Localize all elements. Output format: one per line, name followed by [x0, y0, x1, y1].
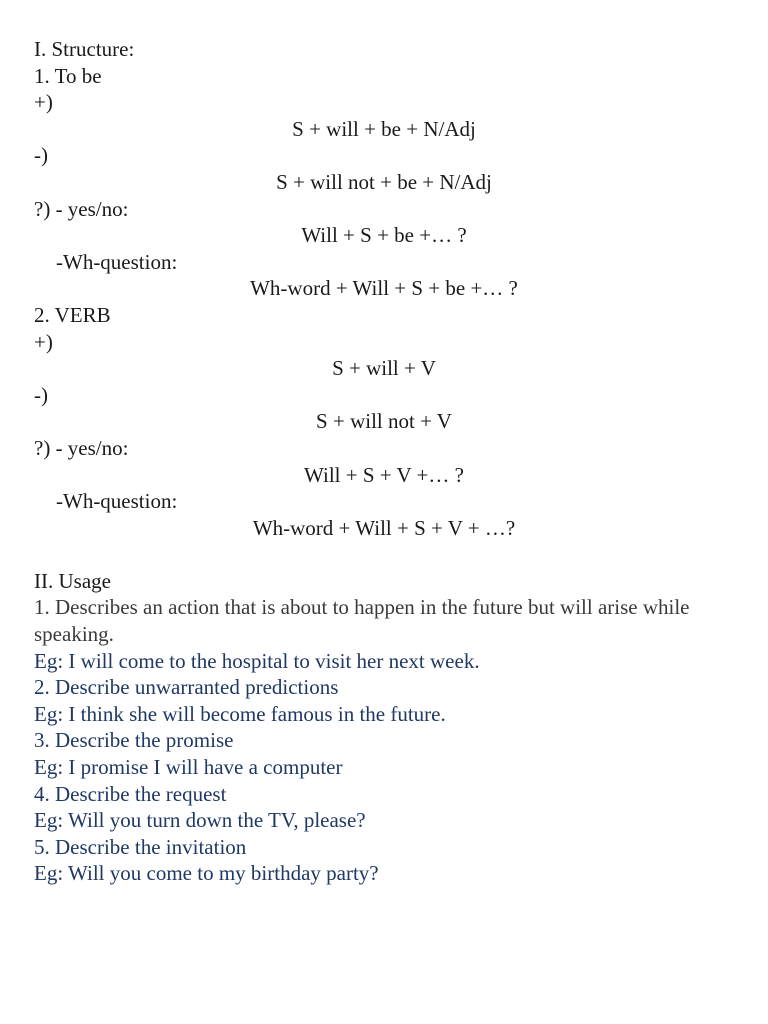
verb-heading: 2. VERB	[34, 302, 111, 327]
usage-example-1: Eg: I will come to the hospital to visit her next week.	[34, 648, 480, 673]
to-be-question-formula: Will + S + be +… ?	[301, 223, 467, 248]
verb-question-formula: Will + S + V +… ?	[304, 462, 464, 487]
usage-heading: II. Usage	[34, 568, 111, 593]
verb-negative-formula: S + will not + V	[316, 409, 452, 434]
structure-heading: I. Structure:	[34, 37, 135, 61]
to-be-wh-formula: Wh-word + Will + S + be +… ?	[250, 276, 518, 301]
verb-wh-label: -Wh-question:	[56, 489, 178, 514]
usage-item-3: 3. Describe the promise	[34, 728, 234, 753]
usage-example-4: Eg: Will you turn down the TV, please?	[34, 808, 366, 833]
to-be-positive-formula: S + will + be + N/Adj	[292, 116, 476, 141]
verb-wh-formula: Wh-word + Will + S + V + …?	[252, 515, 516, 540]
verb-positive-label: +)	[34, 329, 53, 354]
section-spacer	[34, 541, 734, 568]
to-be-question-label: ?) - yes/no:	[34, 196, 129, 221]
verb-positive-formula: S + will + V	[332, 356, 436, 381]
to-be-negative-formula: S + will not + be + N/Adj	[276, 169, 492, 194]
usage-example-2: Eg: I think she will become famous in the future.	[34, 701, 446, 726]
usage-example-3: Eg: I promise I will have a computer	[34, 755, 343, 780]
verb-question-label: ?) - yes/no:	[34, 435, 129, 460]
usage-item-5: 5. Describe the invitation	[34, 834, 247, 859]
to-be-wh-label: -Wh-question:	[56, 249, 178, 274]
usage-example-5: Eg: Will you come to my birthday party?	[34, 861, 379, 886]
usage-item-2: 2. Describe unwarranted predictions	[34, 675, 339, 700]
to-be-positive-label: +)	[34, 90, 53, 115]
to-be-negative-label: -)	[34, 143, 48, 168]
usage-item-1: 1. Describes an action that is about to happen in the future but will arise while speaking.	[34, 595, 690, 647]
verb-negative-label: -)	[34, 382, 48, 407]
usage-item-4: 4. Describe the request	[34, 781, 227, 806]
to-be-heading: 1. To be	[34, 63, 102, 88]
